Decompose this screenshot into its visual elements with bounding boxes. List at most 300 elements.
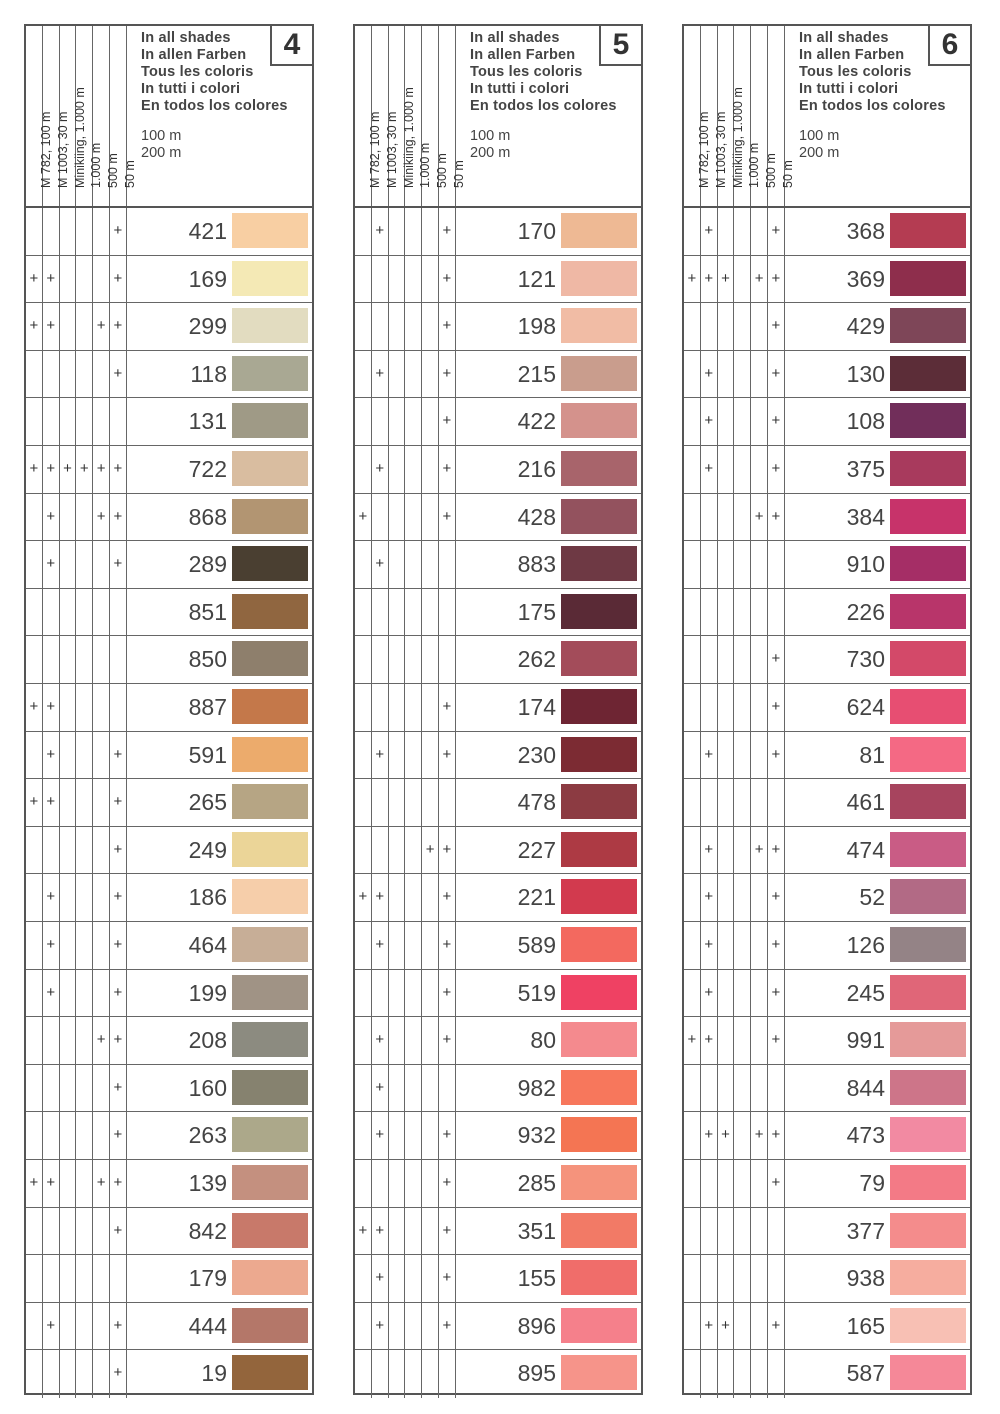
availability-mark <box>768 1255 785 1302</box>
availability-mark <box>60 970 77 1017</box>
column-header-label: 50 m <box>781 160 795 188</box>
shade-row <box>26 874 312 922</box>
panel-number: 4 <box>270 26 312 66</box>
shade-code: 868 <box>188 503 227 530</box>
shade-row <box>355 494 641 542</box>
shade-code: 221 <box>517 884 556 911</box>
availability-mark <box>422 541 439 588</box>
title-line: In all shades <box>470 30 560 46</box>
availability-mark <box>684 684 701 731</box>
title-line: Tous les coloris <box>141 64 254 80</box>
shade-code: 208 <box>188 1027 227 1054</box>
availability-mark: + <box>439 398 456 445</box>
shade-row <box>684 684 970 732</box>
availability-mark <box>26 1065 43 1112</box>
availability-mark <box>60 827 77 874</box>
availability-mark <box>110 398 127 445</box>
shade-code: 215 <box>517 360 556 387</box>
color-swatch <box>561 356 637 391</box>
shade-code: 384 <box>846 503 885 530</box>
availability-mark <box>718 732 735 779</box>
color-swatch <box>232 356 308 391</box>
shade-row <box>684 446 970 494</box>
column-header <box>684 26 711 206</box>
color-swatch <box>232 1260 308 1295</box>
availability-mark: + <box>372 732 389 779</box>
availability-mark <box>734 1303 751 1350</box>
title-line: In allen Farben <box>470 47 576 63</box>
availability-mark: + <box>372 208 389 255</box>
availability-mark <box>684 874 701 921</box>
availability-mark <box>734 1255 751 1302</box>
color-swatch <box>232 832 308 867</box>
availability-mark <box>26 494 43 541</box>
availability-mark <box>701 1255 718 1302</box>
shade-row <box>684 827 970 875</box>
availability-mark <box>422 1017 439 1064</box>
availability-mark <box>439 589 456 636</box>
availability-mark <box>93 732 110 779</box>
shade-row <box>684 779 970 827</box>
availability-mark <box>684 779 701 826</box>
title-line: En todos los colores <box>141 98 288 114</box>
availability-mark <box>389 494 406 541</box>
availability-mark <box>422 874 439 921</box>
availability-mark: + <box>372 922 389 969</box>
color-swatch <box>561 1070 637 1105</box>
availability-mark: + <box>76 446 93 493</box>
availability-mark: + <box>372 446 389 493</box>
shade-code: 938 <box>846 1265 885 1292</box>
availability-mark: + <box>110 256 127 303</box>
availability-mark <box>76 1350 93 1398</box>
availability-mark: + <box>93 494 110 541</box>
availability-mark <box>389 1160 406 1207</box>
availability-mark <box>734 827 751 874</box>
availability-mark <box>43 827 60 874</box>
color-swatch <box>232 975 308 1010</box>
shade-row <box>355 303 641 351</box>
availability-mark: + <box>110 494 127 541</box>
availability-mark: + <box>751 1112 768 1159</box>
availability-mark <box>372 398 389 445</box>
availability-mark: + <box>439 1017 456 1064</box>
availability-mark <box>718 1017 735 1064</box>
availability-mark: + <box>26 256 43 303</box>
availability-mark <box>734 922 751 969</box>
availability-mark <box>389 398 406 445</box>
availability-mark <box>355 1160 372 1207</box>
color-swatch <box>890 213 966 248</box>
availability-mark: + <box>110 1303 127 1350</box>
shade-row <box>26 208 312 256</box>
shade-code: 249 <box>188 836 227 863</box>
shade-code: 285 <box>517 1170 556 1196</box>
color-swatch <box>232 1070 308 1105</box>
availability-mark <box>718 398 735 445</box>
availability-mark <box>734 1350 751 1398</box>
availability-mark: + <box>751 256 768 303</box>
availability-mark <box>43 1017 60 1064</box>
availability-mark <box>355 684 372 731</box>
color-swatch <box>890 1022 966 1057</box>
availability-mark <box>684 398 701 445</box>
availability-mark <box>389 684 406 731</box>
availability-mark <box>355 636 372 683</box>
availability-mark <box>43 1112 60 1159</box>
availability-mark <box>76 303 93 350</box>
shade-row <box>26 256 312 304</box>
availability-mark <box>60 208 77 255</box>
availability-mark: + <box>110 351 127 398</box>
color-swatch <box>232 1165 308 1200</box>
availability-mark <box>734 351 751 398</box>
availability-mark: + <box>718 256 735 303</box>
availability-mark <box>76 589 93 636</box>
availability-mark <box>43 1350 60 1398</box>
availability-mark <box>355 1255 372 1302</box>
availability-mark <box>60 1208 77 1255</box>
availability-mark <box>405 970 422 1017</box>
shade-code: 982 <box>517 1074 556 1101</box>
availability-mark <box>93 684 110 731</box>
shade-code: 474 <box>846 836 885 863</box>
availability-mark <box>422 256 439 303</box>
availability-mark <box>43 636 60 683</box>
shade-code: 19 <box>201 1360 227 1387</box>
availability-mark <box>372 303 389 350</box>
shade-code: 130 <box>846 360 885 387</box>
shade-code: 473 <box>846 1122 885 1149</box>
availability-mark: + <box>768 636 785 683</box>
shade-row <box>355 446 641 494</box>
availability-mark <box>422 208 439 255</box>
availability-mark: + <box>110 970 127 1017</box>
availability-mark <box>734 589 751 636</box>
shade-code: 155 <box>517 1265 556 1292</box>
shade-code: 428 <box>517 503 556 530</box>
availability-mark <box>26 1255 43 1302</box>
availability-mark <box>389 922 406 969</box>
availability-mark <box>751 446 768 493</box>
column-header <box>76 26 104 206</box>
color-swatch <box>232 1355 308 1390</box>
availability-mark <box>372 970 389 1017</box>
column-header-label: Minikiing, 1.000 m <box>72 87 87 188</box>
color-swatch <box>561 546 637 581</box>
availability-mark: + <box>43 684 60 731</box>
color-swatch <box>561 1022 637 1057</box>
shade-row <box>684 922 970 970</box>
availability-mark <box>734 1017 751 1064</box>
shade-code: 79 <box>859 1170 885 1196</box>
shade-row <box>684 208 970 256</box>
lengths-list <box>799 128 839 162</box>
availability-mark <box>389 1208 406 1255</box>
availability-mark: + <box>60 446 77 493</box>
color-swatch <box>561 737 637 772</box>
availability-mark <box>422 1255 439 1302</box>
availability-mark <box>684 446 701 493</box>
shade-row <box>684 303 970 351</box>
color-swatch <box>890 879 966 914</box>
availability-mark: + <box>701 351 718 398</box>
availability-mark <box>734 494 751 541</box>
availability-mark <box>389 827 406 874</box>
availability-mark: + <box>701 398 718 445</box>
availability-mark <box>751 922 768 969</box>
availability-mark <box>60 1065 77 1112</box>
shade-code: 170 <box>517 218 556 244</box>
shade-code: 842 <box>188 1217 227 1244</box>
availability-mark <box>93 922 110 969</box>
availability-mark <box>389 351 406 398</box>
color-swatch <box>232 689 308 724</box>
color-swatch <box>232 308 308 343</box>
availability-mark <box>684 351 701 398</box>
availability-mark <box>60 874 77 921</box>
availability-mark: + <box>372 874 389 921</box>
availability-mark <box>684 827 701 874</box>
availability-mark: + <box>43 446 60 493</box>
availability-mark <box>43 398 60 445</box>
shade-row <box>684 1017 970 1065</box>
availability-mark <box>422 636 439 683</box>
color-swatch <box>890 594 966 629</box>
shade-row <box>26 1350 312 1398</box>
availability-mark <box>718 874 735 921</box>
availability-mark: + <box>422 827 439 874</box>
availability-mark <box>768 1350 785 1398</box>
column-header-label: Minikiing, 1.000 m <box>730 87 745 188</box>
availability-mark <box>372 827 389 874</box>
availability-mark: + <box>701 827 718 874</box>
availability-mark <box>26 636 43 683</box>
color-swatch <box>232 499 308 534</box>
color-swatch <box>890 832 966 867</box>
color-swatch <box>561 1308 637 1343</box>
availability-mark: + <box>701 922 718 969</box>
availability-mark <box>718 541 735 588</box>
availability-mark <box>26 398 43 445</box>
shade-row <box>355 589 641 637</box>
shade-row <box>355 1112 641 1160</box>
shade-row <box>355 684 641 732</box>
availability-mark <box>60 779 77 826</box>
shade-row <box>684 1255 970 1303</box>
availability-mark <box>76 1017 93 1064</box>
availability-mark <box>26 1350 43 1398</box>
availability-mark <box>355 208 372 255</box>
shade-code: 722 <box>188 456 227 482</box>
color-swatch <box>561 403 637 438</box>
availability-mark <box>751 874 768 921</box>
availability-mark <box>389 303 406 350</box>
availability-mark: + <box>43 970 60 1017</box>
shade-code: 730 <box>846 646 885 673</box>
availability-mark <box>389 1065 406 1112</box>
shade-code: 160 <box>188 1074 227 1101</box>
availability-mark <box>405 1303 422 1350</box>
availability-mark <box>26 1112 43 1159</box>
color-swatch <box>561 261 637 296</box>
availability-mark <box>422 779 439 826</box>
availability-mark <box>60 1255 77 1302</box>
shade-panel-4 <box>24 24 314 1395</box>
column-header-label: 500 m <box>106 153 121 188</box>
availability-mark <box>389 1017 406 1064</box>
color-swatch <box>232 641 308 676</box>
availability-mark <box>701 589 718 636</box>
availability-mark <box>734 636 751 683</box>
availability-mark: + <box>439 1255 456 1302</box>
availability-mark <box>751 1160 768 1207</box>
availability-mark: + <box>439 446 456 493</box>
shade-code: 245 <box>846 979 885 1006</box>
availability-mark: + <box>110 1017 127 1064</box>
column-header <box>422 26 450 206</box>
availability-mark: + <box>110 779 127 826</box>
availability-mark <box>422 1112 439 1159</box>
availability-mark <box>751 970 768 1017</box>
availability-mark <box>372 684 389 731</box>
availability-mark <box>26 970 43 1017</box>
availability-mark <box>422 1303 439 1350</box>
availability-mark <box>405 732 422 779</box>
availability-mark <box>751 208 768 255</box>
availability-mark <box>93 351 110 398</box>
availability-mark <box>718 351 735 398</box>
availability-mark <box>93 1208 110 1255</box>
shade-code: 377 <box>846 1217 885 1244</box>
availability-mark <box>76 779 93 826</box>
panel-header <box>26 26 312 208</box>
availability-mark: + <box>718 1112 735 1159</box>
availability-mark: + <box>93 1017 110 1064</box>
color-swatch <box>232 213 308 248</box>
availability-mark <box>26 541 43 588</box>
availability-mark <box>93 256 110 303</box>
color-swatch <box>232 403 308 438</box>
availability-mark <box>405 1255 422 1302</box>
availability-mark <box>93 1255 110 1302</box>
availability-mark <box>718 208 735 255</box>
length-item: 100 m <box>141 128 182 144</box>
shade-code: 519 <box>517 979 556 1006</box>
color-swatch <box>232 261 308 296</box>
availability-mark <box>751 1350 768 1398</box>
column-header <box>355 26 382 206</box>
availability-mark <box>76 684 93 731</box>
shade-row <box>26 1065 312 1113</box>
availability-mark <box>76 1255 93 1302</box>
shade-row <box>355 1208 641 1256</box>
color-swatch <box>232 1022 308 1057</box>
availability-mark <box>372 779 389 826</box>
shade-code: 131 <box>188 408 227 435</box>
availability-mark <box>372 636 389 683</box>
shade-code: 226 <box>846 598 885 625</box>
shade-code: 478 <box>517 789 556 816</box>
shade-row <box>26 922 312 970</box>
shade-code: 896 <box>517 1312 556 1339</box>
shade-row <box>684 589 970 637</box>
shade-row <box>355 779 641 827</box>
availability-mark <box>405 779 422 826</box>
title-line: In allen Farben <box>799 47 905 63</box>
availability-mark: + <box>439 922 456 969</box>
shade-code: 262 <box>517 646 556 673</box>
availability-mark: + <box>718 1303 735 1350</box>
shade-row <box>26 1208 312 1256</box>
availability-mark <box>439 779 456 826</box>
shade-code: 850 <box>188 646 227 673</box>
shade-row <box>26 1255 312 1303</box>
availability-mark <box>422 398 439 445</box>
availability-mark <box>405 398 422 445</box>
shade-row <box>355 970 641 1018</box>
availability-mark: + <box>439 208 456 255</box>
availability-mark <box>355 827 372 874</box>
color-swatch <box>561 1213 637 1248</box>
availability-mark <box>60 398 77 445</box>
shade-code: 216 <box>517 456 556 482</box>
availability-mark <box>751 589 768 636</box>
availability-mark <box>355 1350 372 1398</box>
availability-mark <box>110 589 127 636</box>
availability-mark <box>701 541 718 588</box>
availability-mark <box>405 541 422 588</box>
availability-mark <box>389 208 406 255</box>
column-header <box>718 26 745 206</box>
availability-mark <box>26 589 43 636</box>
shade-row <box>355 541 641 589</box>
availability-mark <box>734 1160 751 1207</box>
availability-mark <box>372 589 389 636</box>
availability-mark: + <box>110 874 127 921</box>
availability-mark <box>43 1255 60 1302</box>
availability-mark <box>355 446 372 493</box>
availability-mark <box>751 303 768 350</box>
availability-mark <box>76 351 93 398</box>
panel-number: 6 <box>928 26 970 66</box>
availability-mark <box>422 303 439 350</box>
availability-mark <box>751 541 768 588</box>
availability-mark: + <box>768 970 785 1017</box>
color-swatch <box>890 784 966 819</box>
availability-mark <box>405 351 422 398</box>
shade-code: 265 <box>188 789 227 816</box>
availability-mark <box>355 351 372 398</box>
color-swatch <box>561 1260 637 1295</box>
shade-code: 198 <box>517 313 556 340</box>
availability-mark: + <box>439 874 456 921</box>
color-swatch <box>232 1117 308 1152</box>
availability-mark <box>76 970 93 1017</box>
shade-code: 81 <box>859 741 885 768</box>
availability-mark <box>422 1208 439 1255</box>
title-line: Tous les coloris <box>470 64 583 80</box>
availability-mark <box>372 1350 389 1398</box>
column-header <box>405 26 433 206</box>
availability-mark: + <box>684 256 701 303</box>
title-line: In all shades <box>141 30 231 46</box>
color-swatch <box>232 927 308 962</box>
color-swatch <box>232 1213 308 1248</box>
color-swatch <box>561 641 637 676</box>
column-header <box>110 26 137 206</box>
availability-mark <box>751 1303 768 1350</box>
